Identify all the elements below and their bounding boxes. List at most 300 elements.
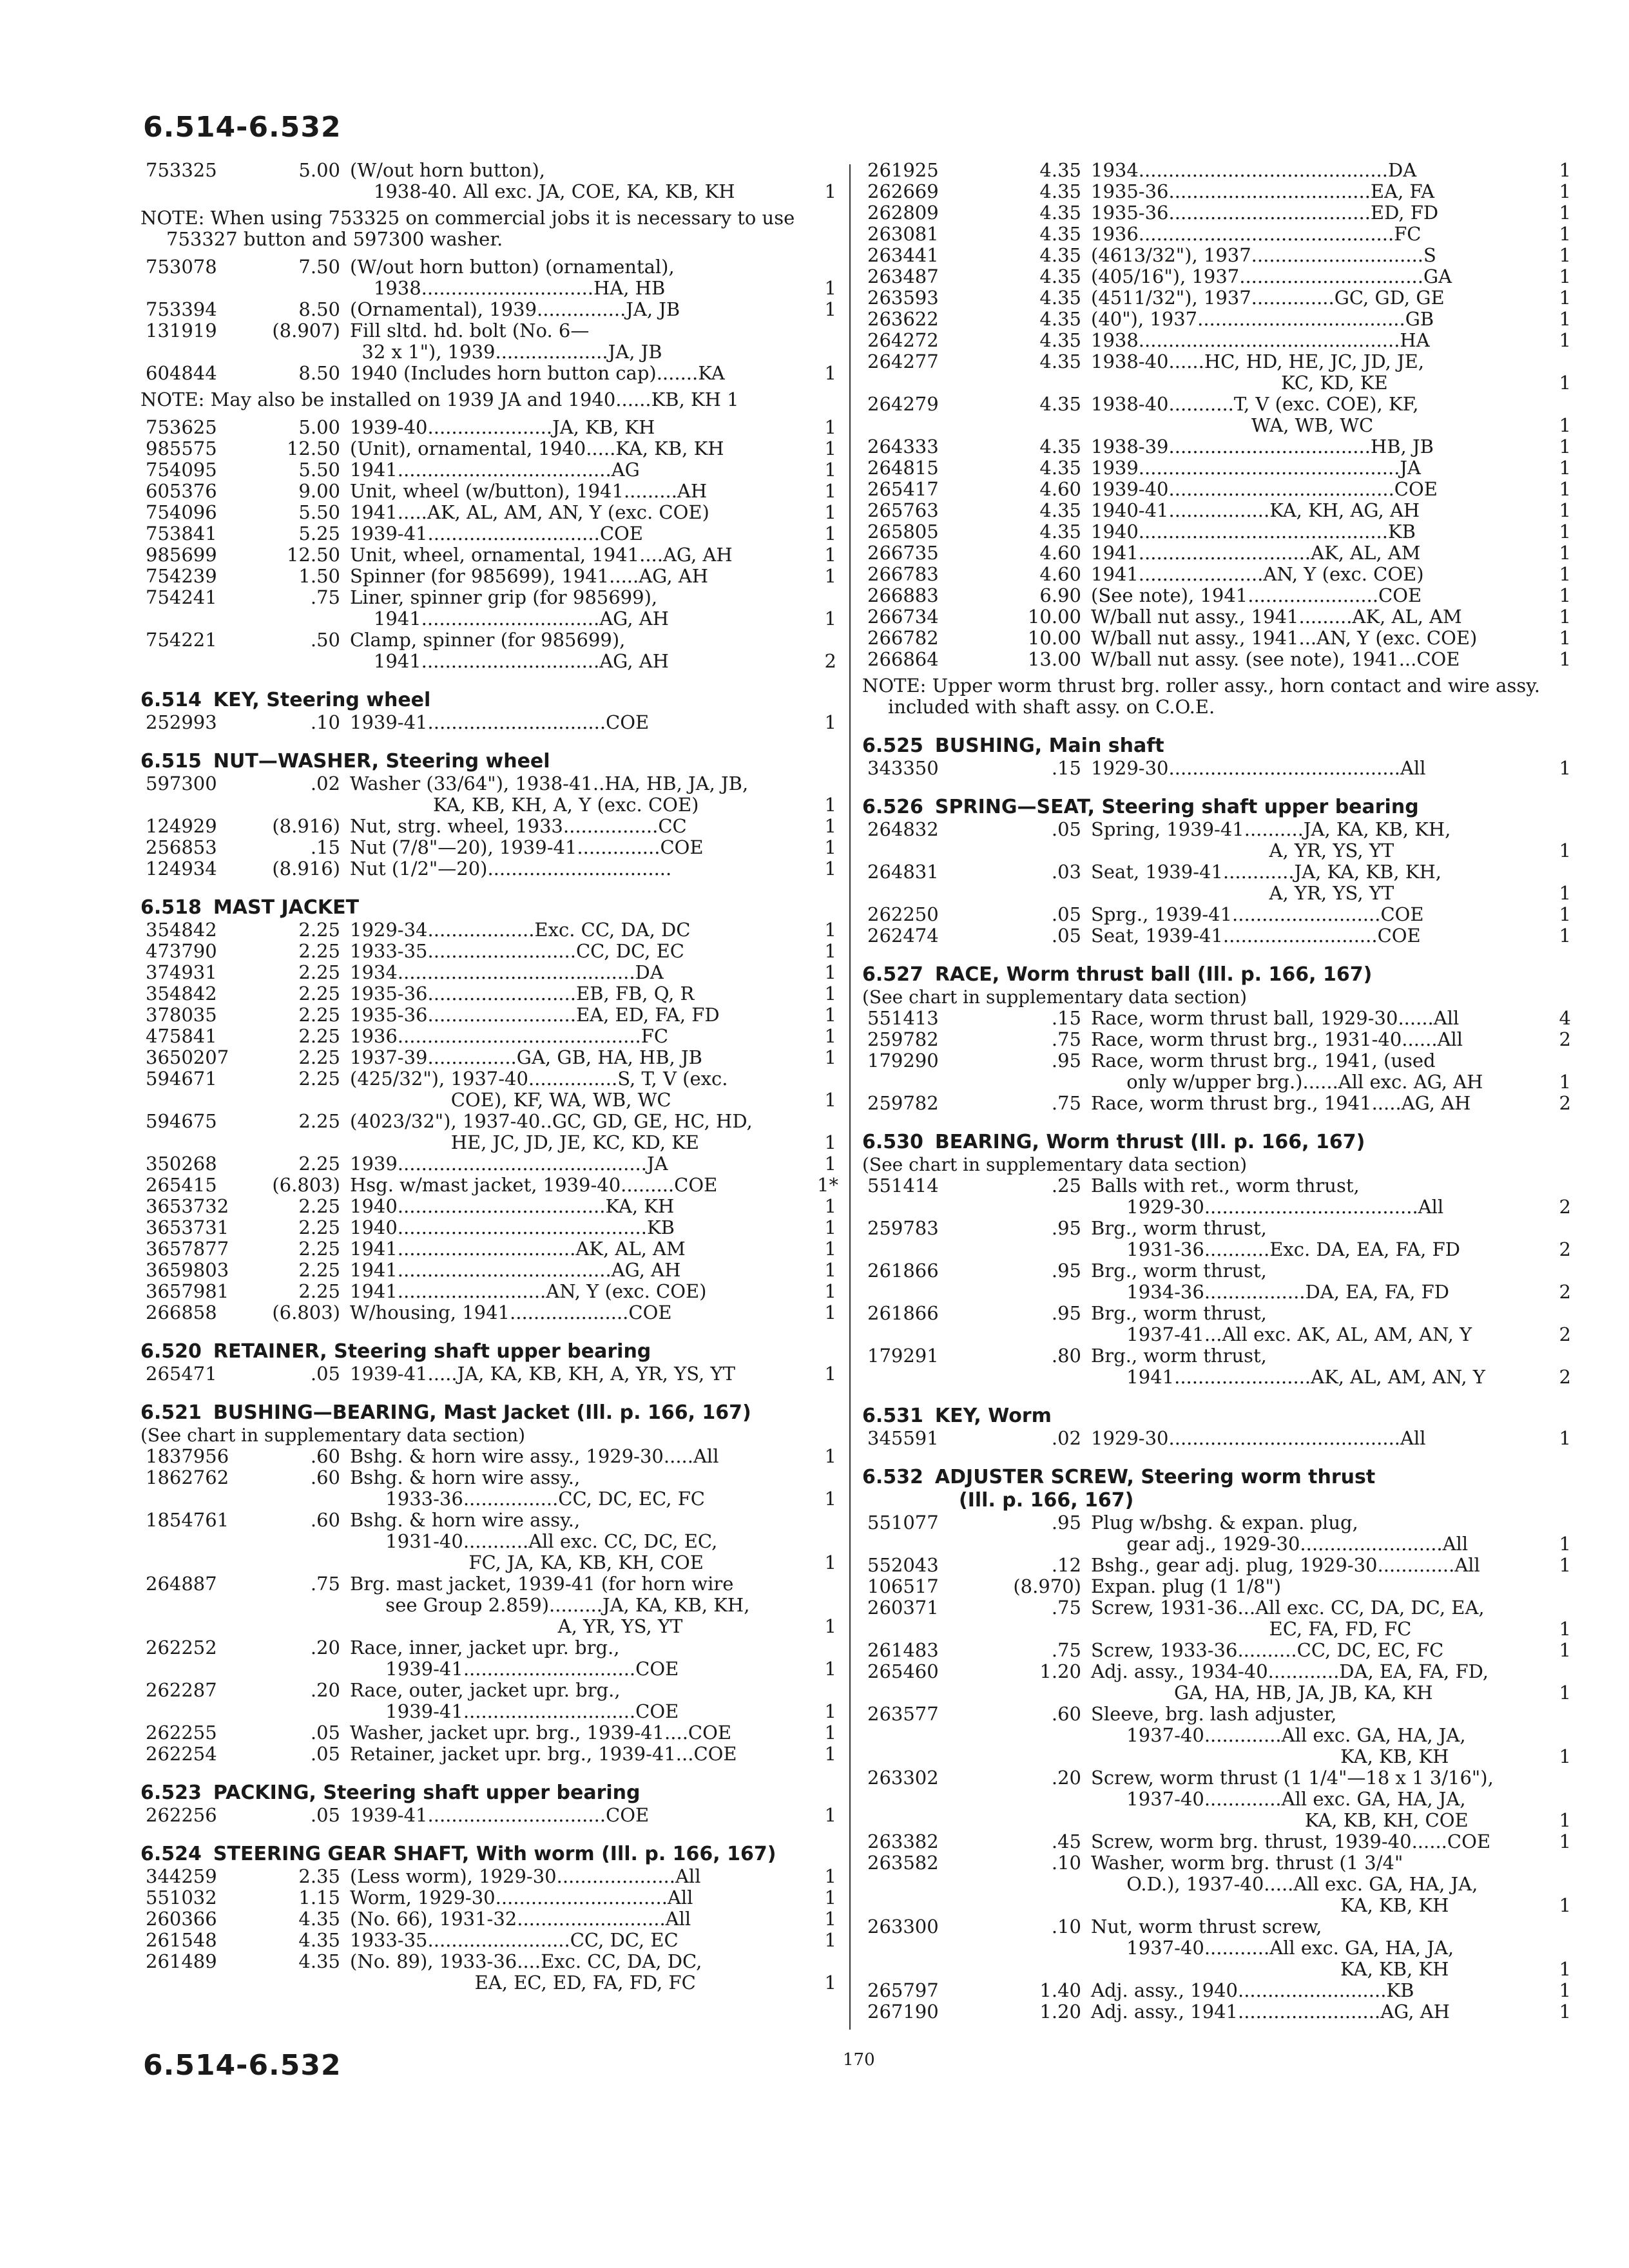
part-price: .10 xyxy=(1051,1916,1081,1937)
part-description: Balls with ret., worm thrust, xyxy=(1091,1175,1360,1196)
part-description: 1938-40. All exc. JA, COE, KA, KB, KH xyxy=(350,180,735,202)
part-price: 4.60 xyxy=(1039,542,1081,564)
part-description: Spring, 1939-41..........JA, KA, KB, KH, xyxy=(1091,818,1451,840)
part-description: 1941.............................AK, AL, AM xyxy=(1091,542,1421,564)
parts-row xyxy=(140,438,836,459)
part-quantity: 1 xyxy=(1559,372,1571,394)
part-quantity: 2 xyxy=(1559,1281,1571,1303)
part-description: Screw, 1933-36..........CC, DC, EC, FC xyxy=(1091,1639,1444,1661)
section-heading xyxy=(862,1466,1571,1512)
part-price: 4.35 xyxy=(1039,351,1081,372)
parts-row xyxy=(862,330,1571,351)
part-number: 754095 xyxy=(146,459,217,481)
parts-row xyxy=(140,459,836,481)
parts-row xyxy=(862,1597,1571,1619)
left-column xyxy=(140,160,836,1994)
note-line: NOTE: May also be installed on 1939 JA and 1940......KB, KH 1 xyxy=(140,389,739,410)
part-quantity: 1 xyxy=(1559,925,1571,947)
part-description: Race, outer, jacket upr. brg., xyxy=(350,1679,621,1701)
part-number: 259782 xyxy=(867,1092,939,1114)
note-line: NOTE: When using 753325 on commercial jobs it is necessary to use xyxy=(140,207,795,229)
part-price: 9.00 xyxy=(298,480,340,502)
parts-row xyxy=(862,564,1571,585)
part-number: 266782 xyxy=(867,627,939,649)
part-description: (No. 66), 1931-32.........................All xyxy=(350,1908,691,1930)
part-number: 261489 xyxy=(146,1950,217,1972)
parts-row xyxy=(862,287,1571,309)
part-price: 5.50 xyxy=(298,501,340,523)
part-description: Clamp, spinner (for 985699), xyxy=(350,629,626,651)
parts-row xyxy=(862,904,1571,925)
parts-row xyxy=(140,1068,836,1090)
part-quantity: 1 xyxy=(824,1488,836,1510)
part-price: .05 xyxy=(310,1363,340,1385)
section-heading xyxy=(140,896,836,919)
part-price: 7.50 xyxy=(298,256,340,278)
part-description: 1941....................................AG, AH xyxy=(350,1259,681,1281)
part-price: 4.35 xyxy=(1039,521,1081,543)
part-number: 753841 xyxy=(146,523,217,544)
part-price: 1.20 xyxy=(1039,1660,1081,1682)
parts-row xyxy=(140,256,836,278)
parts-row xyxy=(862,628,1571,649)
part-description: A, YR, YS, YT xyxy=(1091,840,1394,861)
part-price: .10 xyxy=(1051,1852,1081,1874)
part-description: 1941..............................AG, AH xyxy=(350,608,669,629)
parts-row xyxy=(140,1047,836,1068)
part-description: Expan. plug (1 1/8") xyxy=(1091,1575,1282,1597)
parts-row xyxy=(862,1746,1571,1767)
part-quantity: 1 xyxy=(824,836,836,858)
part-description: 1940..........................................KB xyxy=(1091,521,1416,543)
section-title-cont: (Ill. p. 166, 167) xyxy=(959,1489,1134,1512)
part-description: WA, WB, WC xyxy=(1091,414,1374,436)
part-number: 264887 xyxy=(146,1573,217,1595)
note-text xyxy=(862,675,1571,718)
part-number: 266883 xyxy=(867,584,939,606)
section-heading xyxy=(140,750,836,773)
parts-row xyxy=(140,858,836,879)
part-quantity: 1 xyxy=(824,919,836,941)
part-quantity: 1 xyxy=(824,858,836,879)
parts-row xyxy=(140,299,836,320)
part-quantity: 1 xyxy=(1559,265,1571,287)
part-number: 1854761 xyxy=(146,1509,229,1531)
part-description: (Less worm), 1929-30....................All xyxy=(350,1865,701,1887)
part-description: 1939..........................................JA xyxy=(350,1153,668,1175)
part-quantity: 1 xyxy=(824,1929,836,1951)
parts-row xyxy=(140,1467,836,1488)
page-number: 170 xyxy=(843,2050,875,2070)
part-description: Plug w/bshg. & expan. plug, xyxy=(1091,1512,1358,1533)
parts-row xyxy=(862,1959,1571,1980)
part-description: 1938-40...........T, V (exc. COE), KF, xyxy=(1091,393,1419,415)
part-price: 5.25 xyxy=(298,523,340,544)
part-number: 252993 xyxy=(146,711,217,733)
parts-row xyxy=(862,1196,1571,1218)
part-quantity: 1 xyxy=(1559,1071,1571,1093)
parts-row xyxy=(862,266,1571,287)
part-description: Adj. assy., 1941........................AG, AH xyxy=(1091,2001,1450,2023)
part-description: 1941.......................AK, AL, AM, AN, Y xyxy=(1091,1366,1485,1388)
parts-row xyxy=(140,544,836,566)
parts-row xyxy=(140,1744,836,1765)
part-price: .15 xyxy=(1051,1007,1081,1029)
part-quantity: 1 xyxy=(824,480,836,502)
part-quantity: 1 xyxy=(824,437,836,459)
part-price: 4.35 xyxy=(1039,393,1081,415)
part-number: 754239 xyxy=(146,565,217,587)
part-number: 179290 xyxy=(867,1050,939,1072)
part-price: 2.25 xyxy=(298,1259,340,1281)
part-price: .05 xyxy=(310,1804,340,1826)
parts-row xyxy=(140,1488,836,1510)
part-description: KA, KB, KH xyxy=(1091,1745,1449,1767)
part-price: 5.50 xyxy=(298,459,340,481)
parts-row xyxy=(862,1576,1571,1597)
part-price: .75 xyxy=(310,586,340,608)
section-title: RACE, Worm thrust ball (Ill. p. 166, 167) xyxy=(934,963,1373,986)
parts-row xyxy=(140,417,836,438)
part-description: EC, FA, FD, FC xyxy=(1091,1618,1412,1640)
part-description: gear adj., 1929-30........................All xyxy=(1091,1533,1469,1555)
part-description: 1935-36..................................EA, FA xyxy=(1091,180,1435,202)
part-description: 1937-40.............All exc. GA, HA, JA, xyxy=(1091,1724,1466,1746)
part-quantity: 2 xyxy=(824,650,836,672)
part-number: 263382 xyxy=(867,1831,939,1852)
part-number: 131919 xyxy=(146,320,217,341)
parts-row xyxy=(140,1972,836,1994)
part-quantity: 1 xyxy=(1559,1831,1571,1852)
part-number: 262252 xyxy=(146,1637,217,1658)
parts-row xyxy=(140,1004,836,1026)
parts-row xyxy=(140,816,836,837)
part-price: 6.90 xyxy=(1039,584,1081,606)
part-quantity: 1 xyxy=(824,711,836,733)
part-price: (8.916) xyxy=(272,815,340,837)
part-quantity: 1 xyxy=(1559,903,1571,925)
parts-row xyxy=(862,1008,1571,1029)
part-number: 264333 xyxy=(867,436,939,457)
part-number: 263577 xyxy=(867,1703,939,1725)
part-description: Adj. assy., 1940.........................KB xyxy=(1091,1979,1414,2001)
part-description: FC, JA, KA, KB, KH, COE xyxy=(350,1552,704,1573)
part-description: 1939-40......................................COE xyxy=(1091,478,1438,500)
part-number: 594675 xyxy=(146,1110,217,1132)
part-quantity: 1 xyxy=(824,1238,836,1260)
part-number: 343350 xyxy=(867,757,939,779)
part-description: Liner, spinner grip (for 985699), xyxy=(350,586,658,608)
part-description: Nut (1/2"—20)............................... xyxy=(350,858,672,879)
part-description: O.D.), 1937-40.....All exc. GA, HA, JA, xyxy=(1091,1873,1478,1895)
part-price: .02 xyxy=(1051,1427,1081,1449)
parts-row xyxy=(140,1510,836,1531)
part-description: 1935-36.........................EA, ED, FA, FD xyxy=(350,1004,720,1026)
part-description: 1937-40.............All exc. GA, HA, JA, xyxy=(1091,1788,1466,1810)
part-price: .20 xyxy=(1051,1767,1081,1789)
part-quantity: 1 xyxy=(1559,223,1571,245)
part-price: 4.35 xyxy=(1039,244,1081,266)
part-description: 1929-30....................................All xyxy=(1091,1196,1444,1218)
part-description: W/housing, 1941....................COE xyxy=(350,1302,672,1323)
section-number: 6.527 xyxy=(862,963,923,986)
part-price: 4.35 xyxy=(298,1929,340,1951)
section-heading xyxy=(862,796,1571,819)
part-number: 262809 xyxy=(867,202,939,224)
section-number: 6.518 xyxy=(140,896,202,919)
part-price: .80 xyxy=(1051,1345,1081,1367)
parts-row xyxy=(140,837,836,858)
part-quantity: 1 xyxy=(824,544,836,566)
parts-row xyxy=(140,1908,836,1930)
part-quantity: 1 xyxy=(824,1445,836,1467)
part-description: 1939-41..............................COE xyxy=(350,711,650,733)
part-number: 259783 xyxy=(867,1217,939,1239)
part-description: 1941....................................AG xyxy=(350,459,640,481)
part-description: 1934........................................DA xyxy=(350,961,664,983)
part-description: 1938-40......HC, HD, HE, JC, JD, JE, xyxy=(1091,351,1425,372)
part-quantity: 1 xyxy=(1559,499,1571,521)
section-title: PACKING, Steering shaft upper bearing xyxy=(213,1782,641,1804)
parts-row xyxy=(862,1937,1571,1959)
parts-row xyxy=(140,1805,836,1826)
part-description: 1933-35........................CC, DC, EC xyxy=(350,1929,679,1951)
part-number: 261483 xyxy=(867,1639,939,1661)
part-number: 263441 xyxy=(867,244,939,266)
parts-row xyxy=(140,1531,836,1552)
part-price: .12 xyxy=(1051,1554,1081,1576)
part-quantity: 1 xyxy=(1559,521,1571,543)
parts-row xyxy=(862,883,1571,904)
part-description: KC, KD, KE xyxy=(1091,372,1388,394)
section-title: BEARING, Worm thrust (Ill. p. 166, 167) xyxy=(934,1131,1365,1153)
part-description: HE, JC, JD, JE, KC, KD, KE xyxy=(350,1131,699,1153)
part-description: 1939-40.....................JA, KB, KH xyxy=(350,416,655,438)
parts-row xyxy=(140,1658,836,1680)
parts-row xyxy=(862,1218,1571,1239)
part-description: 1931-36...........Exc. DA, EA, FA, FD xyxy=(1091,1238,1460,1260)
part-quantity: 1 xyxy=(1559,478,1571,500)
part-quantity: 1 xyxy=(1559,457,1571,479)
section-title: MAST JACKET xyxy=(213,896,360,919)
part-description: COE), KF, WA, WB, WC xyxy=(350,1089,671,1111)
part-description: 1939-41.............................COE xyxy=(350,1700,679,1722)
parts-row xyxy=(862,1640,1571,1661)
part-description: Retainer, jacket upr. brg., 1939-41...COE xyxy=(350,1743,737,1765)
part-price: 1.15 xyxy=(298,1887,340,1908)
note-line: 753327 button and 597300 washer. xyxy=(166,228,503,250)
part-quantity: 1 xyxy=(824,1700,836,1722)
part-number: 3657981 xyxy=(146,1280,229,1302)
part-quantity: 1 xyxy=(824,1363,836,1385)
part-description: Screw, 1931-36...All exc. CC, DA, DC, EA, xyxy=(1091,1597,1485,1619)
part-price: .60 xyxy=(310,1466,340,1488)
parts-row xyxy=(862,1682,1571,1704)
part-quantity: 1 xyxy=(824,416,836,438)
parts-row xyxy=(862,500,1571,521)
parts-row xyxy=(862,819,1571,840)
part-price: .05 xyxy=(1051,925,1081,947)
parts-row xyxy=(140,1132,836,1153)
parts-row xyxy=(862,394,1571,415)
part-price: 4.60 xyxy=(1039,478,1081,500)
part-number: 262669 xyxy=(867,180,939,202)
part-quantity: 1 xyxy=(1559,1533,1571,1555)
part-price: .60 xyxy=(1051,1703,1081,1725)
part-price: .75 xyxy=(1051,1639,1081,1661)
part-description: Race, worm thrust brg., 1941, (used xyxy=(1091,1050,1436,1072)
part-description: 1939-41.............................COE xyxy=(350,523,643,544)
part-description: 1940 (Includes horn button cap).......KA xyxy=(350,362,725,384)
part-price: 2.25 xyxy=(298,1238,340,1260)
part-description: 1941.....................AN, Y (exc. COE) xyxy=(1091,563,1424,585)
part-quantity: 1 xyxy=(824,1972,836,1994)
part-quantity: 1 xyxy=(1559,1809,1571,1831)
part-quantity: 1 xyxy=(1559,1979,1571,2001)
part-price: (8.907) xyxy=(272,320,340,341)
part-number: 345591 xyxy=(867,1427,939,1449)
part-number: 1862762 xyxy=(146,1466,229,1488)
part-price: 4.35 xyxy=(1039,180,1081,202)
section-number: 6.531 xyxy=(862,1405,923,1427)
part-description: only w/upper brg.)......All exc. AG, AH xyxy=(1091,1071,1483,1093)
part-description: 1941..............................AG, AH xyxy=(350,650,669,672)
part-quantity: 1 xyxy=(824,940,836,962)
part-number: 262256 xyxy=(146,1804,217,1826)
part-quantity: 1 xyxy=(824,501,836,523)
part-number: 261866 xyxy=(867,1302,939,1324)
part-description: Brg., worm thrust, xyxy=(1091,1217,1267,1239)
parts-row xyxy=(862,436,1571,457)
part-description: 1941.....AK, AL, AM, AN, Y (exc. COE) xyxy=(350,501,709,523)
part-description: Sleeve, brg. lash adjuster, xyxy=(1091,1703,1337,1725)
part-quantity: 1 xyxy=(1559,436,1571,457)
parts-row xyxy=(140,773,836,794)
part-number: 266783 xyxy=(867,563,939,585)
part-price: .60 xyxy=(310,1509,340,1531)
section-heading xyxy=(140,1843,836,1866)
part-price: 4.60 xyxy=(1039,563,1081,585)
parts-row xyxy=(862,1789,1571,1810)
section-heading xyxy=(140,689,836,712)
part-number: 263300 xyxy=(867,1916,939,1937)
parts-row xyxy=(862,649,1571,670)
part-description: Washer, jacket upr. brg., 1939-41....COE xyxy=(350,1722,732,1744)
part-description: 1934..........................................DA xyxy=(1091,159,1417,181)
parts-row xyxy=(140,1026,836,1047)
part-description: Screw, worm thrust (1 1/4"—18 x 1 3/16"), xyxy=(1091,1767,1494,1789)
parts-row xyxy=(140,587,836,608)
part-price: .05 xyxy=(310,1743,340,1765)
part-description: Spinner (for 985699), 1941.....AG, AH xyxy=(350,565,708,587)
part-quantity: 1 xyxy=(824,1259,836,1281)
section-number: 6.520 xyxy=(140,1340,202,1363)
part-price: 2.25 xyxy=(298,1110,340,1132)
section-number: 6.530 xyxy=(862,1131,923,1153)
part-price: .25 xyxy=(1051,1175,1081,1196)
part-number: 265460 xyxy=(867,1660,939,1682)
part-quantity: 1 xyxy=(824,523,836,544)
part-quantity: 2 xyxy=(1559,1323,1571,1345)
part-price: .75 xyxy=(1051,1028,1081,1050)
part-quantity: 1 xyxy=(1559,840,1571,861)
parts-row xyxy=(862,1980,1571,2001)
part-quantity: 1 xyxy=(824,1131,836,1153)
part-quantity: 1 xyxy=(1559,584,1571,606)
part-number: 266734 xyxy=(867,606,939,628)
part-number: 344259 xyxy=(146,1865,217,1887)
parts-row xyxy=(862,1661,1571,1682)
part-quantity: 1 xyxy=(824,1153,836,1175)
part-price: 2.25 xyxy=(298,919,340,941)
parts-row xyxy=(140,1637,836,1658)
part-number: 3653732 xyxy=(146,1195,229,1217)
parts-row xyxy=(140,320,836,341)
part-price: (6.803) xyxy=(272,1302,340,1323)
part-quantity: 1 xyxy=(824,961,836,983)
part-number: 604844 xyxy=(146,362,217,384)
part-number: 124929 xyxy=(146,815,217,837)
parts-row xyxy=(140,1302,836,1323)
part-description: Bshg. & horn wire assy., 1929-30.....All xyxy=(350,1445,719,1467)
part-price: .95 xyxy=(1051,1512,1081,1533)
part-number: 985575 xyxy=(146,437,217,459)
part-number: 374931 xyxy=(146,961,217,983)
parts-row xyxy=(862,861,1571,883)
parts-row xyxy=(862,1345,1571,1367)
note-line: included with shaft assy. on C.O.E. xyxy=(888,696,1215,718)
section-heading xyxy=(862,963,1571,986)
part-price: 4.35 xyxy=(1039,159,1081,181)
part-quantity: 1 xyxy=(824,1722,836,1744)
part-quantity: 1 xyxy=(824,1658,836,1680)
parts-row xyxy=(140,608,836,629)
part-description: Bshg. & horn wire assy., xyxy=(350,1509,581,1531)
parts-row xyxy=(862,585,1571,606)
part-quantity: 1 xyxy=(1559,1618,1571,1640)
part-number: 266735 xyxy=(867,542,939,564)
part-quantity: 1 xyxy=(824,362,836,384)
section-number: 6.515 xyxy=(140,750,202,773)
part-number: 551032 xyxy=(146,1887,217,1908)
parts-row xyxy=(862,2001,1571,2023)
part-number: 3653731 xyxy=(146,1216,229,1238)
part-quantity: 1 xyxy=(824,1280,836,1302)
part-price: 2.25 xyxy=(298,961,340,983)
part-price: 10.00 xyxy=(1027,606,1081,628)
part-description: 1935-36.........................EB, FB, Q, R xyxy=(350,983,695,1004)
part-description: 1937-40...........All exc. GA, HA, JA, xyxy=(1091,1937,1454,1959)
parts-row xyxy=(140,962,836,983)
parts-row xyxy=(140,1930,836,1951)
parts-row xyxy=(862,1175,1571,1196)
section-number: 6.526 xyxy=(862,796,923,818)
part-description: 1938.............................HA, HB xyxy=(350,277,666,299)
part-quantity: 1 xyxy=(1559,1682,1571,1704)
part-number: 754221 xyxy=(146,629,217,651)
part-number: 261866 xyxy=(867,1260,939,1282)
parts-row xyxy=(140,1722,836,1744)
part-number: 754241 xyxy=(146,586,217,608)
parts-row xyxy=(862,758,1571,779)
part-description: Unit, wheel (w/button), 1941.........AH xyxy=(350,480,708,502)
part-quantity: 1 xyxy=(1559,308,1571,330)
part-description: 1935-36..................................ED, FD xyxy=(1091,202,1439,224)
part-description: Washer (33/64"), 1938-41..HA, HB, JA, JB, xyxy=(350,773,749,794)
part-number: 3657877 xyxy=(146,1238,229,1260)
section-number: 6.521 xyxy=(140,1401,202,1424)
part-description: Brg., worm thrust, xyxy=(1091,1345,1267,1367)
